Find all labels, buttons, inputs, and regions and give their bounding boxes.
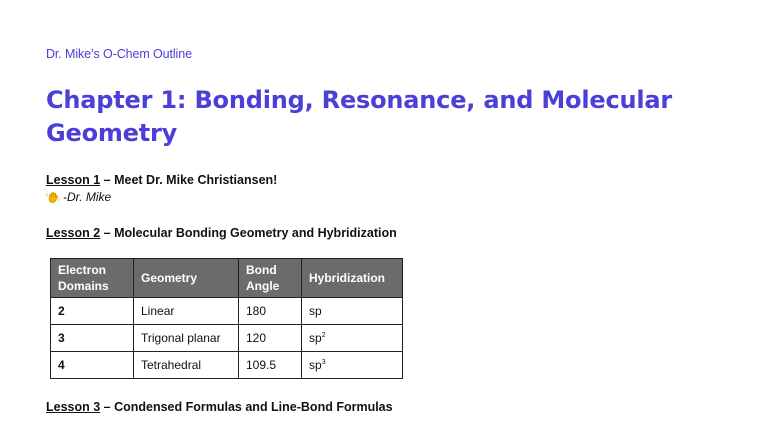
- lesson-1-heading: [46, 173, 277, 187]
- lesson-2-heading: [46, 226, 397, 240]
- cell-domains: 3: [51, 325, 134, 352]
- hybridization-base: sp: [309, 304, 322, 318]
- column-header-hybridization: Hybridization: [302, 259, 403, 298]
- lesson-2-title: – Molecular Bonding Geometry and Hybridization: [100, 226, 397, 240]
- cell-hybridization: [302, 298, 403, 325]
- lesson-3-title: – Condensed Formulas and Line-Bond Formulas: [100, 400, 393, 414]
- lesson-3-label: Lesson 3: [46, 400, 101, 414]
- hybridization-base: sp: [309, 331, 322, 345]
- chapter-title: Chapter 1: Bonding, Resonance, and Molecular Geometry: [46, 86, 673, 147]
- geometry-table: [50, 258, 403, 379]
- waving-hand-icon: [46, 190, 60, 204]
- lesson-2-label: Lesson 2: [46, 226, 101, 240]
- cell-angle: 109.5: [239, 352, 302, 379]
- hybridization-superscript: 3: [321, 359, 326, 366]
- table-row: [51, 325, 403, 352]
- document-header: Dr. Mike’s O-Chem Outline: [46, 47, 192, 61]
- signature-text: -Dr. Mike: [63, 190, 112, 204]
- hybridization-superscript: 2: [321, 332, 326, 339]
- table-row: [51, 352, 403, 379]
- cell-domains: 2: [51, 298, 134, 325]
- lesson-1-title: – Meet Dr. Mike Christiansen!: [100, 173, 278, 187]
- column-header-bond-angle: Bond Angle: [239, 259, 302, 298]
- lesson-3-heading: [46, 400, 393, 414]
- cell-hybridization: [302, 352, 403, 379]
- cell-geometry: Trigonal planar: [134, 325, 239, 352]
- column-header-geometry: Geometry: [134, 259, 239, 298]
- table-header-row: [51, 259, 403, 298]
- hybridization-base: sp: [309, 358, 322, 372]
- cell-geometry: Linear: [134, 298, 239, 325]
- column-header-electron-domains: Electron Domains: [51, 259, 134, 298]
- signature-line: [46, 190, 111, 204]
- cell-angle: 120: [239, 325, 302, 352]
- cell-domains: 4: [51, 352, 134, 379]
- cell-angle: 180: [239, 298, 302, 325]
- cell-geometry: Tetrahedral: [134, 352, 239, 379]
- cell-hybridization: [302, 325, 403, 352]
- lesson-1-label: Lesson 1: [46, 173, 101, 187]
- table-row: [51, 298, 403, 325]
